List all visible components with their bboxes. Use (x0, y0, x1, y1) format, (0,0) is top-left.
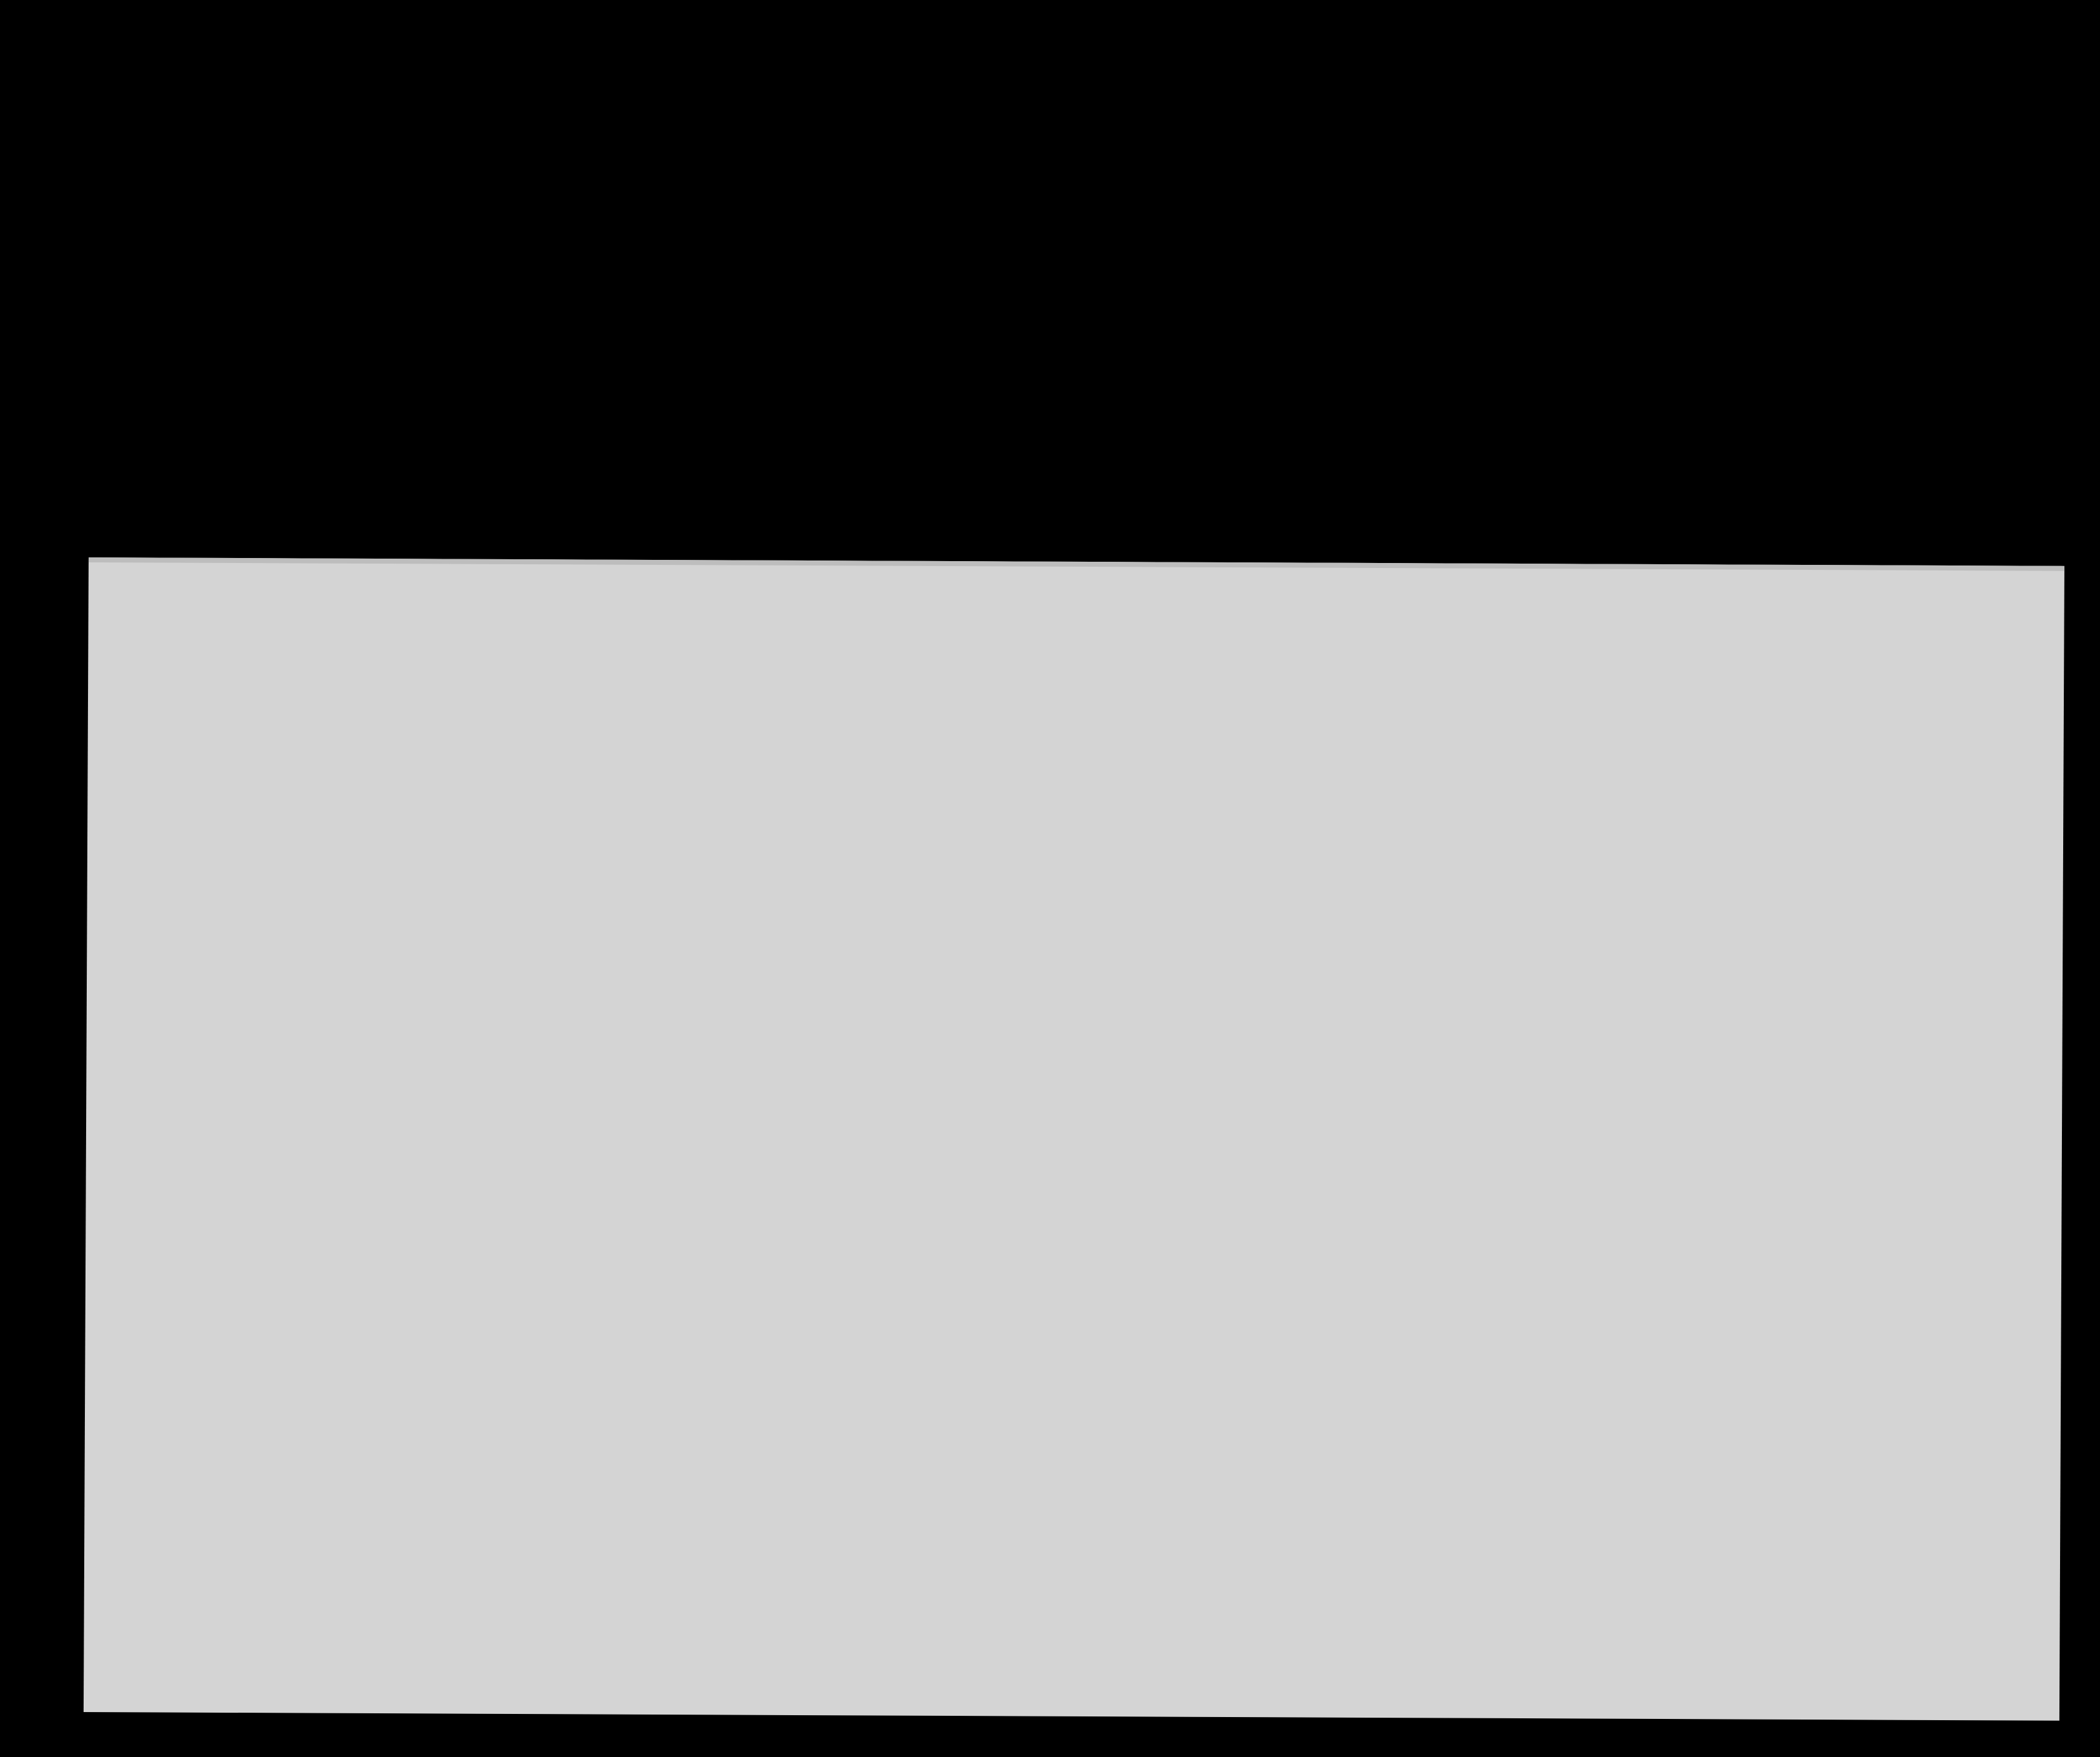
middle-section (85, 866, 2063, 1293)
crops-table (87, 557, 2064, 875)
census-card-scan (84, 557, 2064, 1721)
lease-table (84, 1288, 2061, 1721)
